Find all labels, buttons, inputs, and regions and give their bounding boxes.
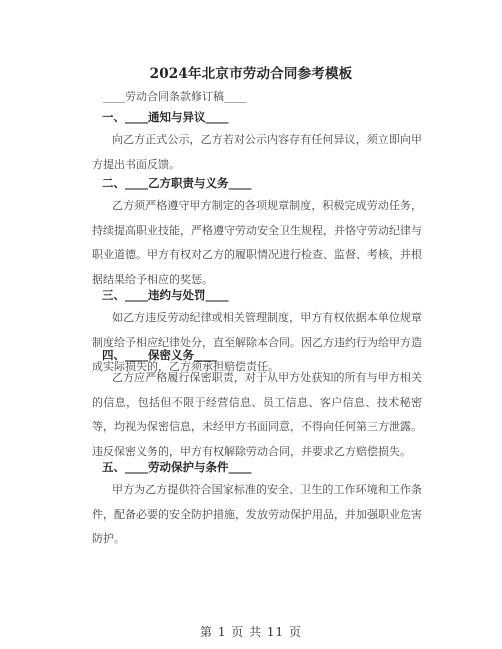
section-body: 如乙方违反劳动纪律或相关管理制度，甲方有权依据本单位规章制度给予相应纪律处分，直至解除本合同。因乙方违约行为给甲方造成实际损失的，乙方须承担赔偿责任。 xyxy=(92,311,422,373)
section-heading: 一、____通知与异议____ xyxy=(102,110,229,124)
section-duties xyxy=(92,175,422,292)
section-notice xyxy=(92,109,422,177)
section-heading: 四、____保密义务____ xyxy=(102,348,217,362)
section-heading: 五、____劳动保护与条件____ xyxy=(102,460,252,474)
section-body: 向乙方正式公示，乙方若对公示内容存有任何异议，须立即向甲方提出书面反馈。 xyxy=(92,133,422,171)
section-body: 甲方为乙方提供符合国家标准的安全、卫生的工作环境和工作条件，配备必要的安全防护措施，发放劳动保护用品，并加强职业危害防护。 xyxy=(92,483,422,545)
section-confidentiality xyxy=(92,347,422,464)
document-subtitle: ____劳动合同条款修订稿____ xyxy=(103,90,246,103)
page-number: 第 1 页 共 11 页 xyxy=(200,625,302,639)
section-body: 乙方须严格遵守甲方制定的各项规章制度，积极完成劳动任务，持续提高职业技能，严格遵守劳动安全卫生规程，并恪守劳动纪律与职业道德。甲方有权对乙方的履职情况进行检查、监督、考核，并根据结果给予相应的奖惩。 xyxy=(92,199,422,286)
section-heading: 二、____乙方职责与义务____ xyxy=(102,176,252,190)
section-heading: 三、____违约与处罚____ xyxy=(102,288,229,302)
section-body: 乙方应严格履行保密职责，对于从甲方处获知的所有与甲方相关的信息，包括但不限于经营信息、员工信息、客户信息、技术秘密等，均视为保密信息，未经甲方书面同意，不得向任何第三方泄露。违反保密义务的，甲方有权解除劳动合同，并要求乙方赔偿损失。 xyxy=(92,371,422,458)
section-labor-protection xyxy=(92,459,422,552)
document-title: 2024年北京市劳动合同参考模板 xyxy=(149,66,353,82)
